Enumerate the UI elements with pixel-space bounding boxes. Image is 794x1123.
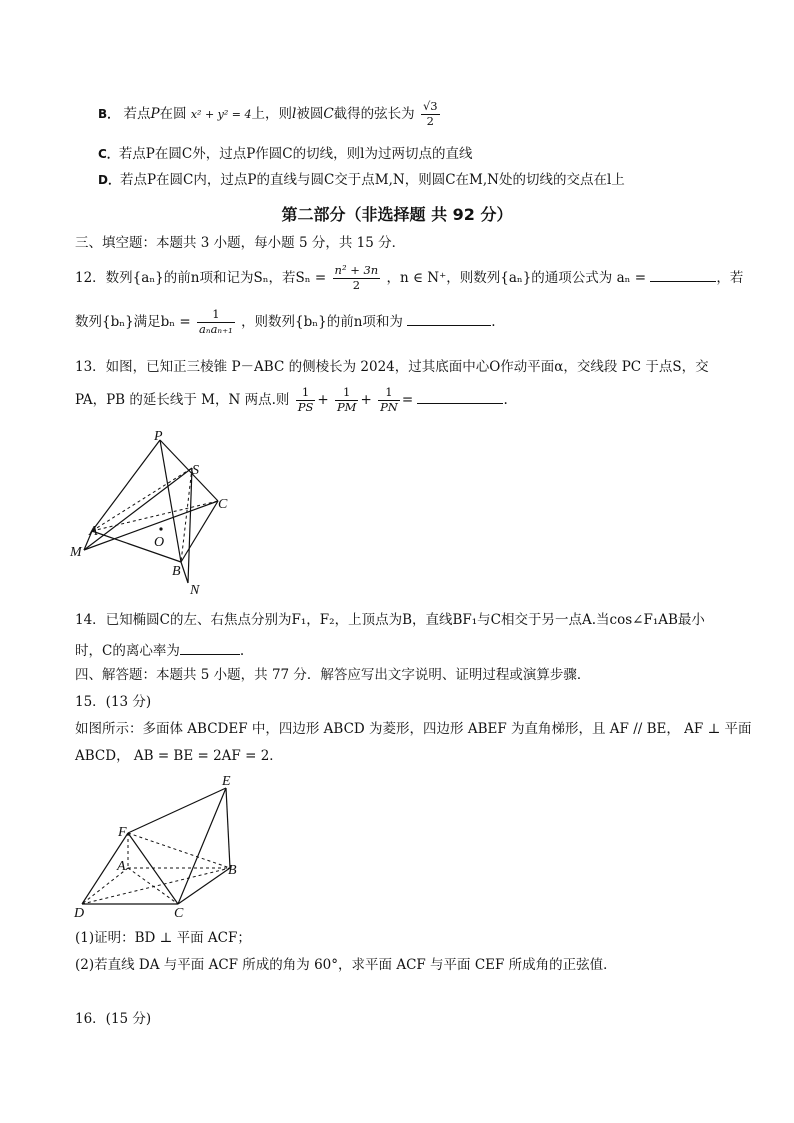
fraction-numerator: 1: [197, 308, 235, 323]
q12-text: ，若: [716, 269, 744, 286]
option-text: 在圆: [159, 105, 187, 122]
option-d: [98, 172, 625, 188]
polyhedron-figure: [70, 770, 250, 925]
section-title: 第二部分（非选择题 共 92 分）: [281, 205, 513, 224]
plus-sign: +: [360, 391, 372, 408]
fraction-denominator: 2: [352, 277, 361, 292]
answer-blank-sum[interactable]: [407, 311, 491, 326]
question-16-header: 16．(15 分): [75, 1011, 152, 1027]
q13-text: PA，PB 的延长线于 M，N 两点.则: [75, 391, 290, 408]
label-b: B: [228, 863, 237, 878]
q12-text: 12．数列{aₙ}的前n项和记为Sₙ，若Sₙ =: [75, 269, 327, 286]
q14-text: .: [239, 643, 245, 659]
q12-text: ，则数列{bₙ}的前n项和为: [241, 313, 403, 330]
equals-sign: =: [401, 391, 414, 408]
option-text: 截得的弦长为: [333, 105, 415, 122]
answer-blank-q13[interactable]: [417, 389, 503, 404]
label-c: C: [174, 906, 184, 921]
label-m: M: [70, 545, 82, 560]
q13-text: .: [503, 391, 508, 408]
question-15-line2: ABCD， AB = BE = 2AF = 2．: [75, 748, 283, 764]
label-b: B: [172, 564, 181, 579]
question-12-line2: [75, 308, 496, 344]
option-label: C．: [98, 147, 119, 161]
section4-header: 四、解答题：本题共 5 小题，共 77 分．解答应写出文字说明、证明过程或演算步骤．: [75, 667, 591, 683]
q12-text: 数列{bₙ}满足bₙ =: [75, 313, 191, 330]
label-n: N: [190, 583, 200, 598]
fraction-denominator: PM: [336, 399, 357, 414]
option-c: [98, 146, 472, 162]
q12-text: ，n ∈ N⁺，则数列{aₙ}的通项公式为 aₙ =: [386, 269, 647, 286]
question-14-line2: [75, 640, 244, 659]
label-a: A: [117, 859, 126, 874]
var-l: l: [292, 105, 297, 122]
option-text: 若点P在圆C内，过点P的直线与圆C交于点M,N，则圆C在M,N处的切线的交点在l上: [119, 172, 625, 188]
question-15-part2: (2)若直线 DA 与平面 ACF 所成的角为 60°，求平面 ACF 与平面 CEF 所成角的正弦值．: [75, 957, 617, 973]
question-13-line2: [75, 386, 508, 422]
bn-fraction: [197, 308, 235, 337]
fraction-numerator: 1: [335, 386, 359, 401]
fraction-1-pn: [378, 386, 400, 415]
sn-fraction: [333, 264, 381, 293]
question-15-line1: 如图所示：多面体 ABCDEF 中，四边形 ABCD 为菱形，四边形 ABEF 为直角梯形，且 AF // BE， AF ⊥ 平面: [75, 721, 752, 737]
var-p: P: [150, 105, 160, 122]
option-text: 被圆: [296, 105, 324, 122]
pyramid-figure: [66, 428, 246, 598]
fraction-numerator: 1: [296, 386, 316, 401]
circle-equation: x² + y² = 4: [190, 107, 252, 121]
q12-text: .: [491, 313, 496, 330]
fraction-1-ps: [296, 386, 316, 415]
question-15-part1: (1)证明：BD ⊥ 平面 ACF；: [75, 930, 251, 946]
q14-text: 时，C的离心率为: [75, 643, 180, 659]
answer-blank-an[interactable]: [650, 267, 716, 282]
fraction-denominator: PS: [297, 399, 314, 414]
option-text: 若点P在圆C外，过点P作圆C的切线，则l为过两切点的直线: [118, 146, 473, 162]
fraction-numerator: n² + 3n: [334, 263, 379, 277]
question-14-line1: 14．已知椭圆C的左、右焦点分别为F₁，F₂，上顶点为B，直线BF₁与C相交于另一点A.当cos∠F₁AB最小: [75, 612, 705, 628]
var-c: C: [323, 105, 334, 122]
fraction-numerator: √3: [422, 99, 438, 113]
option-label: B．: [98, 106, 120, 121]
fraction-denominator: 2: [426, 113, 434, 128]
label-s: S: [192, 463, 199, 478]
plus-sign: +: [317, 391, 329, 408]
answer-blank-q14[interactable]: [180, 640, 240, 655]
label-f: F: [118, 825, 127, 840]
label-p: P: [154, 429, 163, 444]
option-text: 上，则: [251, 105, 292, 122]
section3-header: 三、填空题：本题共 3 小题，每小题 5 分，共 15 分．: [75, 235, 406, 251]
fraction-numerator: 1: [378, 386, 400, 401]
option-text: 若点: [123, 105, 151, 122]
label-o: O: [154, 535, 165, 550]
label-e: E: [222, 774, 231, 789]
question-13-line1: 13．如图，已知正三棱锥 P－ABC 的侧棱长为 2024，过其底面中心O作动平面α，交线段 PC 于点S，交: [75, 359, 709, 375]
label-d: D: [74, 906, 85, 921]
fraction-denominator: PN: [380, 399, 398, 414]
fraction-denominator: aₙaₙ₊₁: [199, 321, 233, 336]
chord-length-fraction: [421, 100, 440, 129]
label-c: C: [218, 497, 228, 512]
question-15-header: 15．(13 分): [75, 694, 152, 710]
question-12-line1: [75, 264, 743, 300]
option-b: [98, 100, 442, 136]
fraction-1-pm: [335, 386, 359, 415]
label-a: A: [89, 524, 98, 539]
option-label: D．: [98, 173, 120, 187]
